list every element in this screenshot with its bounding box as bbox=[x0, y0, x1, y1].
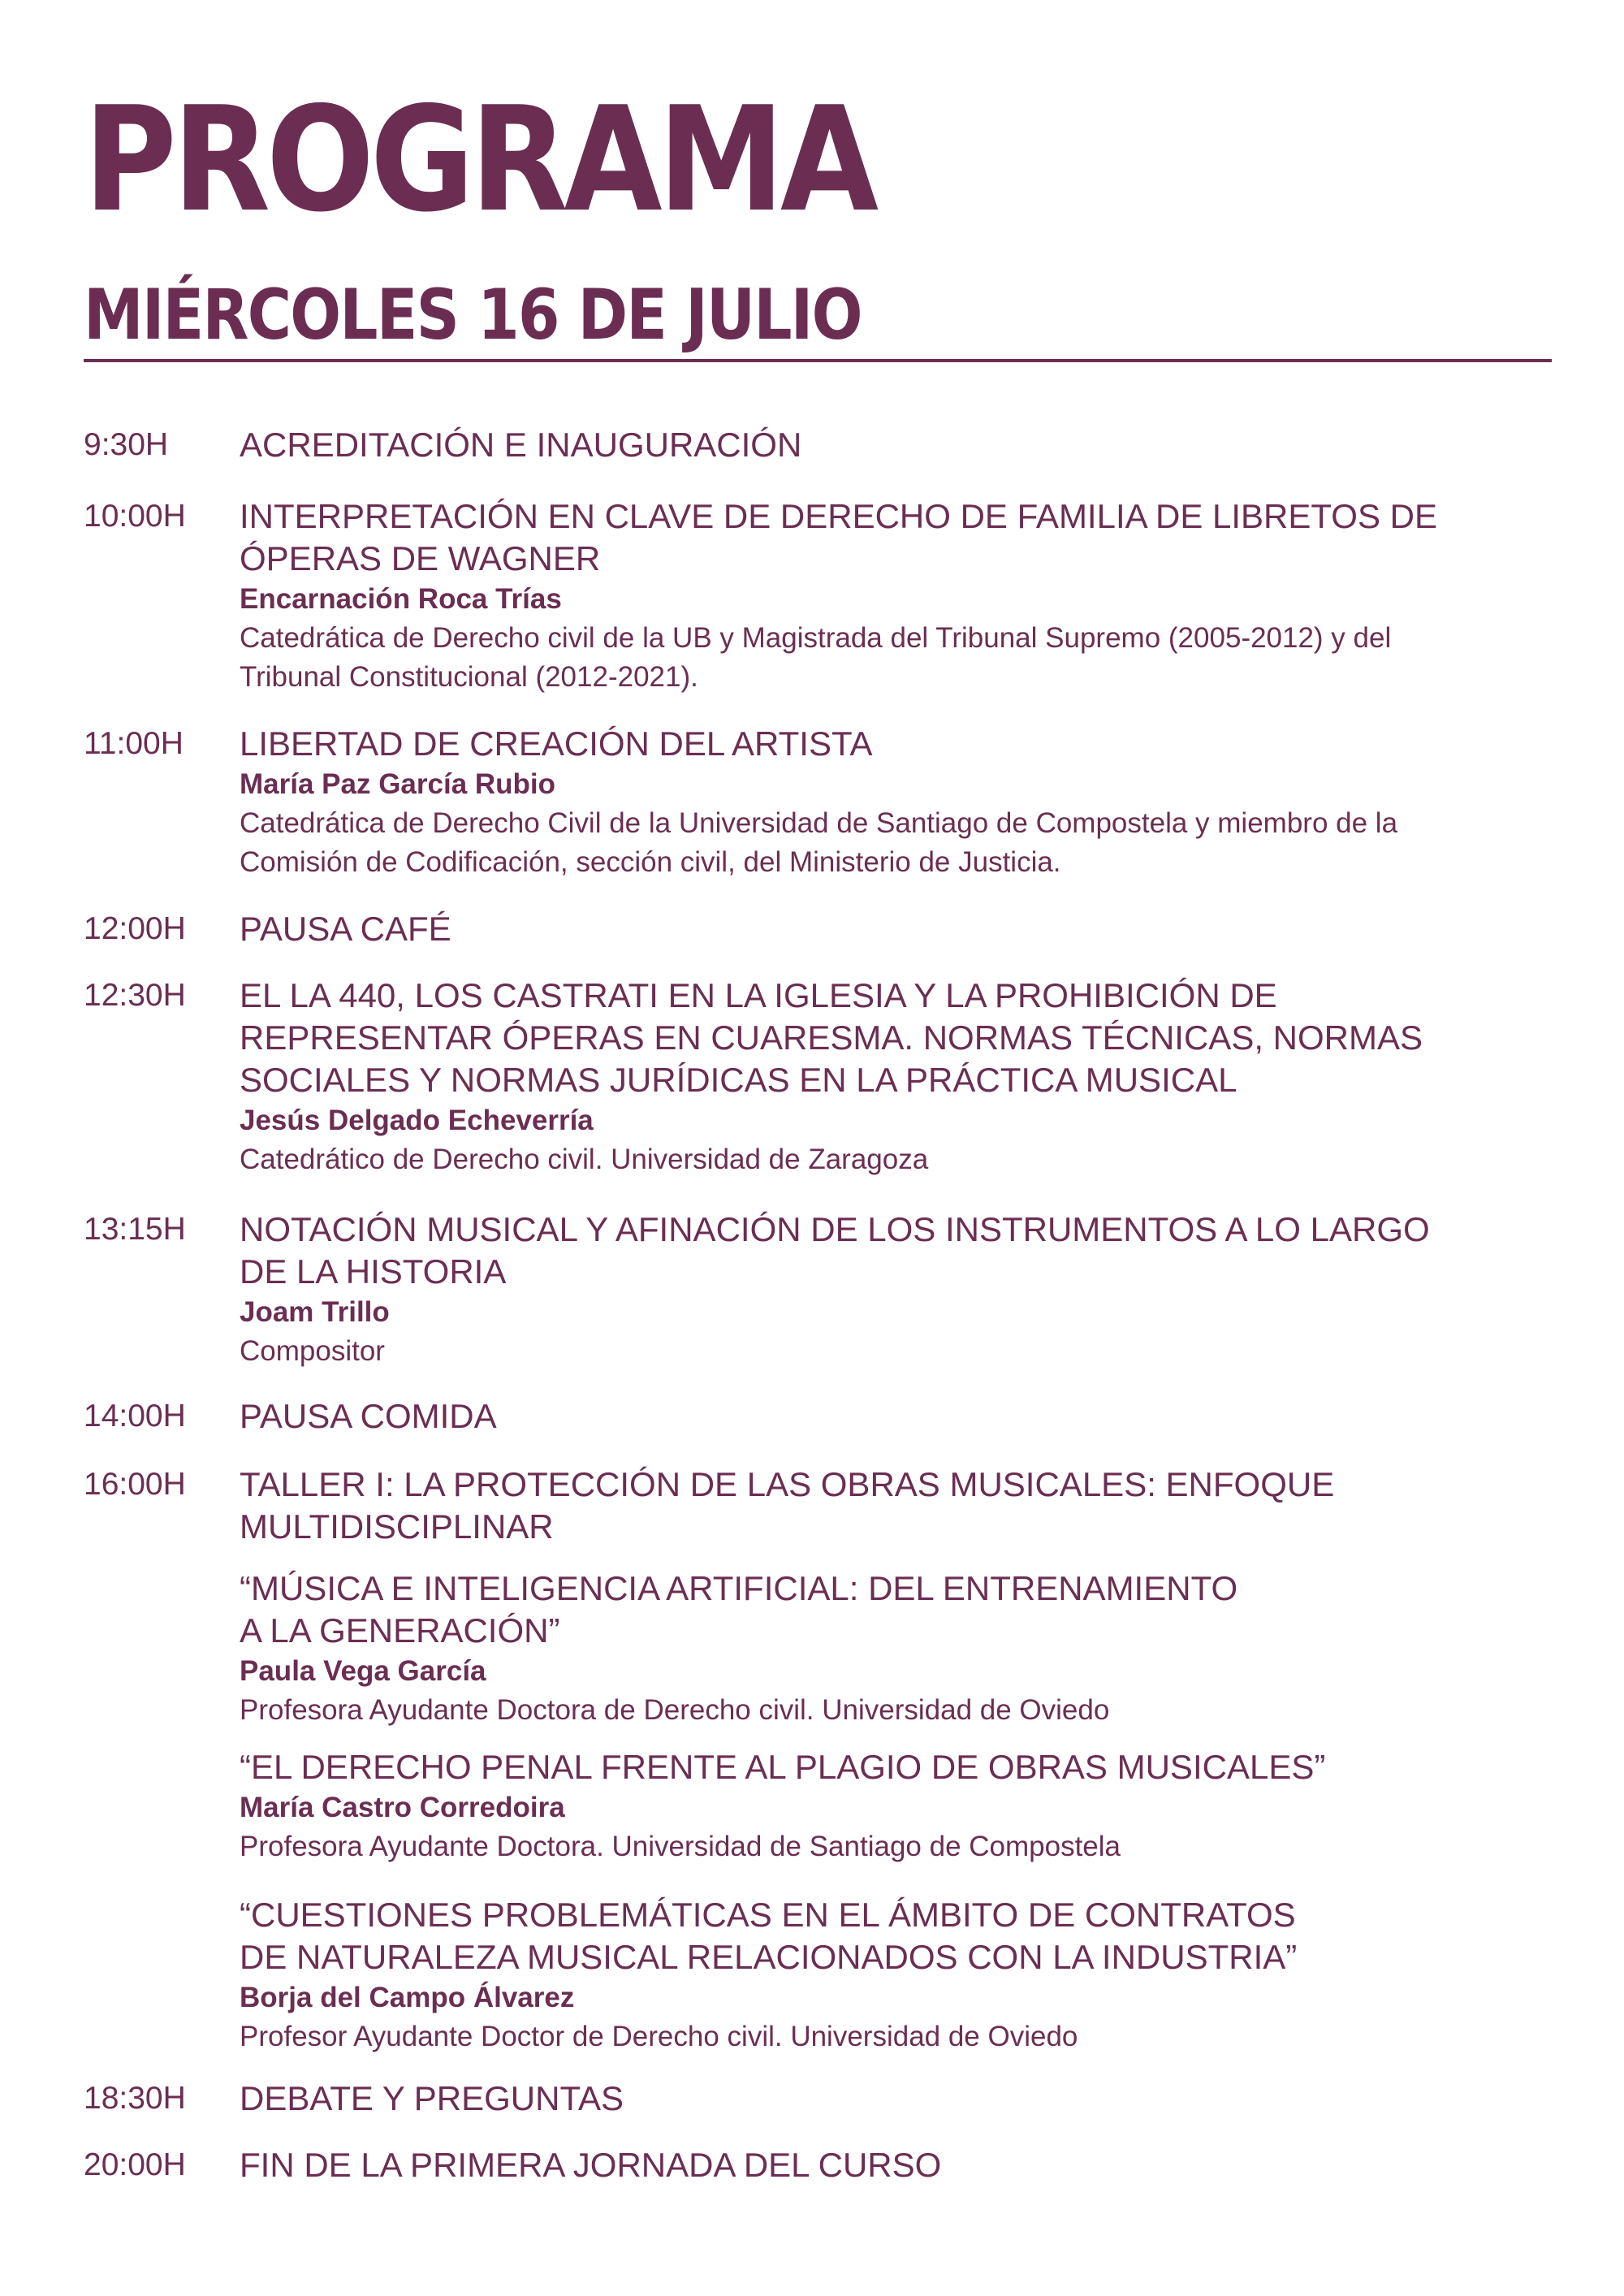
workshop-talk-speaker: Paula Vega García bbox=[240, 1655, 486, 1687]
entry-title: INTERPRETACIÓN EN CLAVE DE DERECHO DE FAMILIA DE LIBRETOS DE ÓPERAS DE WAGNER bbox=[240, 497, 1437, 577]
workshop-talk bbox=[240, 1746, 1555, 1866]
entry-affiliation: Compositor bbox=[240, 1335, 385, 1367]
entry-time: 12:30H bbox=[84, 978, 186, 1013]
entry-time: 16:00H bbox=[84, 1467, 186, 1502]
entry-speaker: Jesús Delgado Echeverría bbox=[240, 1105, 594, 1136]
entry-title: EL LA 440, LOS CASTRATI EN LA IGLESIA Y LA PROHIBICIÓN DE REPRESENTAR ÓPERAS EN CUARESMA. NORMAS TÉCNICAS, NORMAS SOCIALES Y NORMAS JURÍDICAS EN LA PRÁCTICA MUSICAL bbox=[240, 976, 1423, 1099]
workshop-talk-speaker: Borja del Campo Álvarez bbox=[240, 1982, 575, 2013]
workshop-talk-title: “MÚSICA E INTELIGENCIA ARTIFICIAL: DEL ENTRENAMIENTO A LA GENERACIÓN” bbox=[240, 1569, 1238, 1650]
entry-title: PAUSA CAFÉ bbox=[240, 910, 451, 948]
entry-speaker: María Paz García Rubio bbox=[240, 768, 556, 800]
entry-title: LIBERTAD DE CREACIÓN DEL ARTISTA bbox=[240, 724, 873, 763]
entry-content bbox=[240, 1395, 1555, 1438]
entry-title: PAUSA COMIDA bbox=[240, 1397, 497, 1435]
entry-time: 18:30H bbox=[84, 2081, 186, 2116]
day-heading: MIÉRCOLES 16 DE JULIO bbox=[84, 275, 862, 356]
entry-content bbox=[240, 908, 1555, 950]
entry-content bbox=[240, 495, 1555, 697]
entry-content bbox=[240, 2078, 1555, 2120]
entry-time: 11:00H bbox=[84, 726, 184, 761]
workshop-talk-affiliation: Profesora Ayudante Doctora. Universidad de Santiago de Compostela bbox=[240, 1831, 1121, 1862]
entry-time: 20:00H bbox=[84, 2147, 186, 2182]
entry-time: 13:15H bbox=[84, 1212, 186, 1247]
entry-title: FIN DE LA PRIMERA JORNADA DEL CURSO bbox=[240, 2146, 942, 2184]
entry-time: 10:00H bbox=[84, 499, 186, 534]
workshop-talk-affiliation: Profesora Ayudante Doctora de Derecho civil. Universidad de Oviedo bbox=[240, 1694, 1110, 1726]
entry-affiliation: Catedrática de Derecho civil de la UB y Magistrada del Tribunal Supremo (2005-2012) y del Tribunal Constitucional (2012-2021). bbox=[240, 622, 1392, 693]
entry-title: DEBATE Y PREGUNTAS bbox=[240, 2079, 624, 2117]
workshop-talk-title: “EL DERECHO PENAL FRENTE AL PLAGIO DE OBRAS MUSICALES” bbox=[240, 1748, 1326, 1786]
workshop-talk-speaker: María Castro Corredoira bbox=[240, 1792, 565, 1823]
page-title: PROGRAMA bbox=[84, 76, 875, 244]
entry-time: 12:00H bbox=[84, 911, 186, 946]
workshop-talk-title: “CUESTIONES PROBLEMÁTICAS EN EL ÁMBITO DE CONTRATOS DE NATURALEZA MUSICAL RELACIONADOS CON LA INDUSTRIA” bbox=[240, 1896, 1298, 1976]
entry-affiliation: Catedrático de Derecho civil. Universidad de Zaragoza bbox=[240, 1144, 929, 1175]
entry-speaker: Encarnación Roca Trías bbox=[240, 583, 562, 615]
entry-content bbox=[240, 424, 1555, 466]
entry-content bbox=[240, 1464, 1555, 1548]
entry-affiliation: Catedrática de Derecho Civil de la Universidad de Santiago de Compostela y miembro de la Comisión de Codificación, sección civil, del Ministerio de Justicia. bbox=[240, 807, 1398, 878]
entry-title: NOTACIÓN MUSICAL Y AFINACIÓN DE LOS INSTRUMENTOS A LO LARGO DE LA HISTORIA bbox=[240, 1210, 1430, 1291]
workshop-talk bbox=[240, 1894, 1555, 2056]
entry-content bbox=[240, 975, 1555, 1179]
workshop-talk-affiliation: Profesor Ayudante Doctor de Derecho civil. Universidad de Oviedo bbox=[240, 2021, 1078, 2052]
entry-title: ACREDITACIÓN E INAUGURACIÓN bbox=[240, 426, 802, 464]
entry-content bbox=[240, 2144, 1555, 2186]
entry-time: 9:30H bbox=[84, 427, 169, 462]
entry-time: 14:00H bbox=[84, 1399, 186, 1433]
entry-speaker: Joam Trillo bbox=[240, 1296, 390, 1328]
entry-title: TALLER I: LA PROTECCIÓN DE LAS OBRAS MUSICALES: ENFOQUE MULTIDISCIPLINAR bbox=[240, 1465, 1335, 1546]
entry-content bbox=[240, 723, 1555, 882]
heading-divider bbox=[84, 359, 1552, 362]
entry-content bbox=[240, 1209, 1555, 1371]
workshop-talk bbox=[240, 1567, 1555, 1730]
